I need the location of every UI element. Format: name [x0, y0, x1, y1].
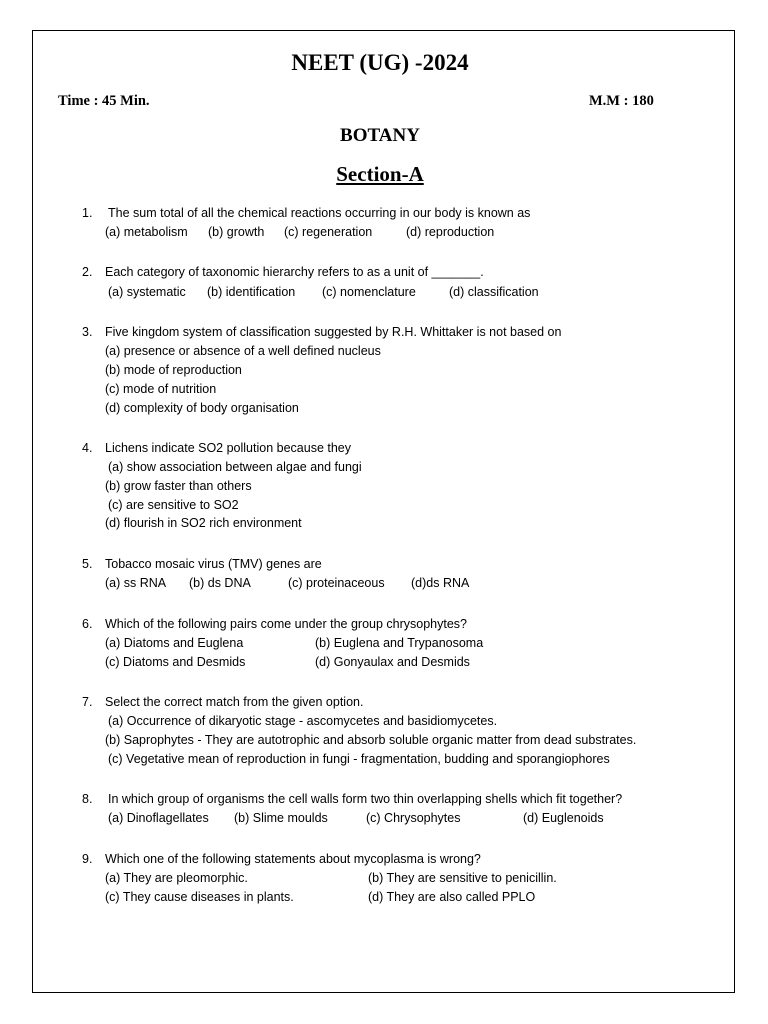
option-a: (a) systematic	[108, 285, 186, 299]
question-text: Select the correct match from the given option.	[105, 695, 364, 709]
option-b: (b) Euglena and Trypanosoma	[315, 636, 484, 650]
option-a: (a) show association between algae and fungi	[108, 460, 362, 474]
option-b: (b) growth	[208, 225, 265, 239]
option-d: (d) They are also called PPLO	[368, 890, 536, 904]
question-number: 8.	[82, 792, 93, 806]
option-c: (c) Diatoms and Desmids	[105, 655, 246, 669]
time-label: Time : 45 Min.	[58, 93, 150, 109]
question-text: Each category of taxonomic hierarchy refers to as a unit of _______.	[105, 265, 484, 279]
option-c: (c) Chrysophytes	[366, 811, 461, 825]
question-text: Which of the following pairs come under the group chrysophytes?	[105, 617, 467, 631]
question-text: In which group of organisms the cell walls form two thin overlapping shells which fit together?	[108, 792, 623, 806]
option-b: (b) identification	[207, 285, 296, 299]
section-heading: Section-A	[336, 162, 424, 186]
option-c: (c) mode of nutrition	[105, 382, 217, 396]
question-text: Which one of the following statements about mycoplasma is wrong?	[105, 852, 481, 866]
option-b: (b) Saprophytes - They are autotrophic and absorb soluble organic matter from dead substrates.	[105, 733, 637, 747]
option-b: (b) ds DNA	[189, 576, 251, 590]
question-number: 5.	[82, 557, 93, 571]
option-b: (b) grow faster than others	[105, 479, 252, 493]
question-number: 4.	[82, 441, 93, 455]
question-number: 6.	[82, 617, 93, 631]
option-a: (a) presence or absence of a well defined nucleus	[105, 344, 381, 358]
option-c: (c) They cause diseases in plants.	[105, 890, 294, 904]
question-text: Lichens indicate SO2 pollution because they	[105, 441, 351, 455]
option-b: (b) They are sensitive to penicillin.	[368, 871, 557, 885]
option-d: (d) complexity of body organisation	[105, 401, 299, 415]
max-marks-label: M.M : 180	[589, 93, 654, 109]
option-a: (a) Diatoms and Euglena	[105, 636, 244, 650]
option-d: (d) reproduction	[406, 225, 495, 239]
subject-heading: BOTANY	[340, 125, 420, 146]
option-c: (c) regeneration	[284, 225, 373, 239]
option-d: (d) Gonyaulax and Desmids	[315, 655, 470, 669]
option-d: (d) Euglenoids	[523, 811, 604, 825]
question-number: 2.	[82, 265, 93, 279]
option-c: (c) proteinaceous	[288, 576, 385, 590]
question-number: 7.	[82, 695, 93, 709]
option-d: (d) flourish in SO2 rich environment	[105, 516, 302, 530]
question-text: Tobacco mosaic virus (TMV) genes are	[105, 557, 322, 571]
option-d: (d) classification	[449, 285, 539, 299]
question-number: 9.	[82, 852, 93, 866]
option-c: (c) are sensitive to SO2	[108, 498, 239, 512]
question-text: Five kingdom system of classification suggested by R.H. Whittaker is not based on	[105, 325, 562, 339]
question-number: 3.	[82, 325, 93, 339]
option-b: (b) mode of reproduction	[105, 363, 242, 377]
option-c: (c) Vegetative mean of reproduction in fungi - fragmentation, budding and sporangiophores	[108, 752, 610, 766]
option-a: (a) ss RNA	[105, 576, 167, 590]
option-d: (d)ds RNA	[411, 576, 470, 590]
option-a: (a) Occurrence of dikaryotic stage - ascomycetes and basidiomycetes.	[108, 714, 498, 728]
option-a: (a) Dinoflagellates	[108, 811, 209, 825]
option-b: (b) Slime moulds	[234, 811, 328, 825]
option-c: (c) nomenclature	[322, 285, 416, 299]
option-a: (a) They are pleomorphic.	[105, 871, 248, 885]
option-a: (a) metabolism	[105, 225, 188, 239]
exam-title: NEET (UG) -2024	[291, 50, 469, 75]
question-number: 1.	[82, 206, 93, 220]
question-text: The sum total of all the chemical reactions occurring in our body is known as	[108, 206, 531, 220]
